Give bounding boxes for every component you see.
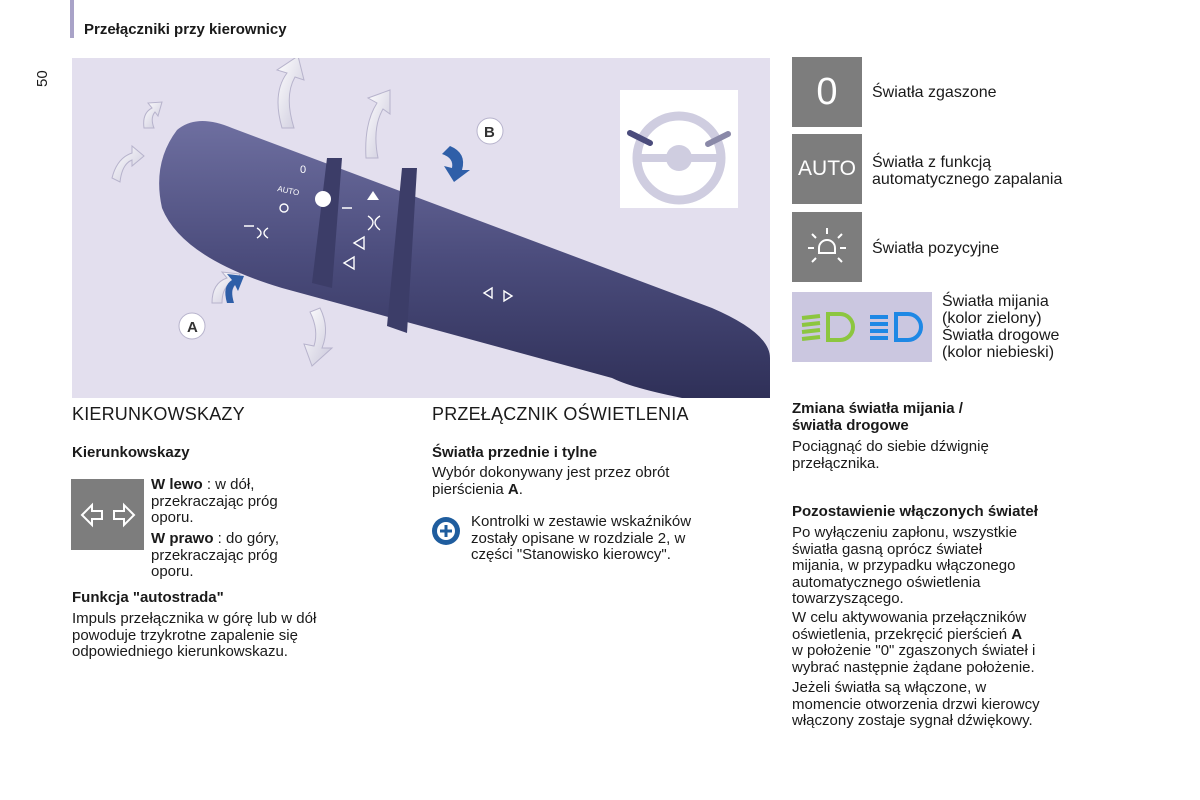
motorway-function-text: Impuls przełącznika w górę lub w dół powoduje trzykrotne zapalenie się odpowiedniego kierunkowskazu. [72, 610, 317, 660]
position-lights-label: Światła pozycyjne [872, 240, 1000, 257]
dipped-beam-icon [802, 314, 853, 340]
ring-indicator-dot [315, 191, 331, 207]
lights-left-on-text: Po wyłączeniu zapłonu, wszystkie światła gasną oprócz świateł mijania, w przypadku włączonego automatycznego oświetlenia towarzyszącego. [792, 524, 1018, 607]
indicators-heading: KIERUNKOWSKAZY [72, 404, 245, 424]
front-rear-lights-subheading: Światła przednie i tylne [432, 444, 598, 461]
lights-off-symbol: 0 [792, 57, 862, 127]
dip-main-beam-title: Zmiana światła mijania / światła drogowe [792, 400, 963, 434]
svg-text:A: A [187, 319, 198, 336]
auto-lights-label: Światła z funkcją automatycznego zapalania [872, 154, 1063, 188]
motorway-function-title: Funkcja "autostrada" [72, 589, 224, 606]
stalk-illustration [72, 58, 770, 398]
info-plus-icon [431, 516, 461, 546]
ring-selection-text: Wybór dokonywany jest przez obrót pierścienia A. [432, 464, 670, 498]
main-beam-icon [870, 314, 921, 340]
beam-lights-symbol [792, 292, 932, 362]
turn-signal-arrows-icon [78, 500, 138, 530]
position-lights-symbol [792, 212, 862, 282]
turn-signal-symbol [71, 479, 144, 550]
lights-off-label: Światła zgaszone [872, 84, 997, 101]
lighting-switch-heading: PRZEŁĄCZNIK OŚWIETLENIA [432, 404, 689, 424]
indicators-subheading: Kierunkowskazy [72, 444, 190, 461]
header-accent-bar [70, 0, 74, 38]
warning-lamps-note: Kontrolki w zestawie wskaźników zostały opisane w rozdziale 2, w części "Stanowisko kierowcy". [471, 513, 692, 563]
page-number: 50 [34, 70, 51, 87]
ring-label-0: 0 [300, 164, 307, 176]
left-signal-text: W lewo : w dół, przekraczając próg oporu. [151, 476, 278, 526]
page-header-title: Przełączniki przy kierownicy [84, 21, 287, 38]
position-lights-icon [804, 224, 850, 270]
steering-wheel-inset [620, 90, 738, 208]
auto-lights-symbol: AUTO [792, 134, 862, 204]
lights-left-on-title: Pozostawienie włączonych świateł [792, 503, 1038, 520]
dip-main-beam-text: Pociągnąć do siebie dźwignię przełącznika. [792, 438, 989, 472]
activate-switches-text: W celu aktywowania przełączników oświetlenia, przekręcić pierścień A w położenie "0" zgaszonych świateł i wybrać następnie żądane położenie. [792, 609, 1036, 676]
door-warning-text: Jeżeli światła są włączone, w momencie otworzenia drzwi kierowcy włączony zostaje sygnał dźwiękowy. [792, 679, 1040, 729]
ring-label-auto: AUTO [276, 184, 301, 198]
beam-lights-label: Światła mijania (kolor zielony) Światła drogowe (kolor niebieski) [942, 293, 1060, 361]
svg-text:B: B [484, 124, 495, 141]
right-signal-text: W prawo : do góry, przekraczając próg oporu. [151, 530, 280, 580]
